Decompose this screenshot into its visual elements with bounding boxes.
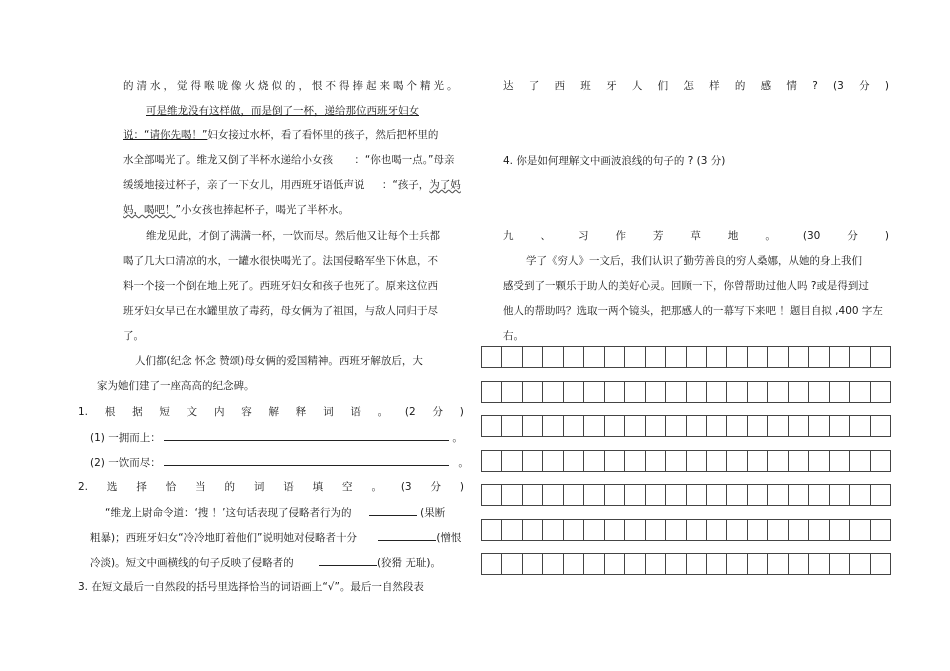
grid-cell[interactable] — [583, 553, 603, 575]
q-char: ) — [459, 481, 464, 493]
question-2-heading — [78, 480, 464, 494]
q-char: 空 — [342, 481, 353, 493]
grid-cell[interactable] — [788, 519, 808, 541]
passage-line-13: 家为她们建了一座高高的纪念碑。 — [97, 380, 255, 392]
composition-prompt-line-3: 他人的帮助吗？选取一两个镜头，把那感人的一幕写下来吧 ！题目自拟 ,400 字左 — [503, 305, 883, 317]
answer-blank-2-2[interactable] — [378, 530, 436, 541]
grid-cell[interactable] — [522, 415, 542, 437]
grid-cell[interactable] — [849, 346, 869, 368]
grid-cell[interactable] — [481, 484, 501, 506]
grid-cell[interactable] — [542, 553, 562, 575]
grid-cell[interactable] — [829, 346, 849, 368]
grid-cell[interactable] — [808, 346, 828, 368]
passage-line-5 — [123, 178, 461, 192]
grid-cell[interactable] — [849, 553, 869, 575]
question-1-item-1 — [90, 430, 463, 445]
grid-cell[interactable] — [686, 484, 706, 506]
grid-cell[interactable] — [583, 346, 603, 368]
q-char: 、 — [540, 230, 551, 242]
grid-cell[interactable] — [645, 484, 665, 506]
grid-cell[interactable] — [645, 519, 665, 541]
q-char: 样 — [709, 80, 720, 92]
grid-cell[interactable] — [706, 381, 726, 403]
grid-cell[interactable] — [706, 553, 726, 575]
q-char: ) — [459, 406, 464, 418]
passage-line-7: 维龙见此，才倒了满满一杯，一饮而尽。然后他又让每个士兵都 — [146, 230, 440, 242]
q-char: 的 — [224, 481, 235, 493]
grid-cell[interactable] — [624, 519, 644, 541]
q-char: 怎 — [683, 80, 694, 92]
grid-cell[interactable] — [808, 381, 828, 403]
grid-cell[interactable] — [645, 381, 665, 403]
q-char: 恰 — [165, 481, 177, 493]
grid-cell[interactable] — [726, 346, 746, 368]
grid-cell[interactable] — [747, 519, 767, 541]
passage-line-3 — [123, 128, 438, 142]
grid-cell[interactable] — [481, 346, 501, 368]
grid-cell[interactable] — [767, 553, 787, 575]
grid-cell[interactable] — [501, 553, 521, 575]
grid-cell[interactable] — [788, 346, 808, 368]
grid-cell[interactable] — [604, 346, 624, 368]
question-2-line-3 — [90, 555, 441, 570]
choice-text: (狡猾 无耻)。 — [376, 557, 441, 569]
grid-cell[interactable] — [501, 450, 521, 472]
composition-prompt-line-4: 右。 — [503, 330, 524, 342]
grid-cell[interactable] — [829, 450, 849, 472]
q-char: (3 — [400, 481, 412, 493]
grid-cell[interactable] — [665, 346, 685, 368]
passage-text: ：“你也喝一点。”母亲 — [354, 154, 455, 166]
grid-cell[interactable] — [808, 415, 828, 437]
q-char: 达 — [503, 80, 514, 92]
grid-cell[interactable] — [583, 381, 603, 403]
grid-cell[interactable] — [686, 415, 706, 437]
grid-row[interactable] — [481, 484, 891, 506]
q-char: (30 — [802, 230, 821, 242]
q-char: 容 — [241, 406, 252, 418]
grid-cell[interactable] — [522, 381, 542, 403]
grid-cell[interactable] — [542, 450, 562, 472]
grid-cell[interactable] — [604, 519, 624, 541]
grid-cell[interactable] — [726, 553, 746, 575]
grid-cell[interactable] — [808, 519, 828, 541]
passage-line-12: 人们都(纪念 怀念 赞颂)母女俩的爱国精神。西班牙解放后，大 — [135, 355, 423, 367]
q-char: 选 — [106, 481, 118, 493]
q-char: ) — [884, 230, 889, 242]
grid-cell[interactable] — [604, 484, 624, 506]
grid-cell[interactable] — [788, 450, 808, 472]
passage-line-10: 班牙妇女早已在水罐里放了毒药，母女俩为了祖国，与敌人同归于尽 — [123, 305, 438, 317]
grid-cell[interactable] — [849, 450, 869, 472]
grid-cell[interactable] — [563, 484, 583, 506]
q-char: 作 — [615, 230, 626, 242]
composition-writing-grid[interactable] — [481, 346, 891, 586]
q-char: 短 — [159, 406, 170, 418]
q-char: 根 — [104, 406, 116, 418]
passage-line-11: 了。 — [123, 330, 144, 342]
grid-cell[interactable] — [870, 553, 891, 575]
q-char: 西 — [554, 80, 566, 92]
q-char: 了 — [528, 80, 540, 92]
grid-cell[interactable] — [522, 450, 542, 472]
wavy-underlined-sentence: 为了妈 — [429, 179, 461, 191]
q-char: 人 — [631, 80, 643, 92]
q-char: 1. — [78, 406, 89, 418]
grid-cell[interactable] — [726, 381, 746, 403]
grid-cell[interactable] — [788, 415, 808, 437]
q-char: (2 — [404, 406, 416, 418]
grid-cell[interactable] — [767, 415, 787, 437]
underlined-sentence-end: 说：“请你先喝！” — [123, 129, 208, 141]
q-char: 2. — [78, 481, 89, 493]
q-char: ) — [884, 80, 889, 92]
grid-cell[interactable] — [747, 553, 767, 575]
grid-cell[interactable] — [686, 381, 706, 403]
grid-cell[interactable] — [726, 450, 746, 472]
grid-cell[interactable] — [767, 381, 787, 403]
q-char: 词 — [253, 481, 265, 493]
q-char: 内 — [213, 406, 225, 418]
grid-cell[interactable] — [604, 450, 624, 472]
item-end: 。 — [458, 457, 469, 469]
grid-cell[interactable] — [501, 519, 521, 541]
passage-text: ：“孩子， — [381, 179, 430, 191]
q-char: 班 — [580, 80, 591, 92]
grid-cell[interactable] — [808, 450, 828, 472]
passage-text: 妇女接过水杯，看了看怀里的孩子，然后把杯里的 — [207, 129, 439, 141]
q-char: 分 — [859, 80, 870, 92]
grid-cell[interactable] — [665, 553, 685, 575]
grid-cell[interactable] — [624, 553, 644, 575]
grid-cell[interactable] — [829, 553, 849, 575]
grid-cell[interactable] — [686, 553, 706, 575]
q-char: 语 — [350, 406, 361, 418]
question-2-line-2 — [90, 530, 461, 545]
grid-cell[interactable] — [501, 381, 521, 403]
grid-cell[interactable] — [522, 553, 542, 575]
passage-line-1: 的清水，觉得喉咙像火烧似的，恨不得捧起来喝个精光。 — [123, 80, 461, 92]
grid-cell[interactable] — [542, 415, 562, 437]
grid-cell[interactable] — [624, 415, 644, 437]
answer-blank-1-1[interactable] — [164, 430, 449, 441]
q-char: 的 — [734, 80, 746, 92]
grid-cell[interactable] — [665, 519, 685, 541]
grid-cell[interactable] — [665, 450, 685, 472]
grid-cell[interactable] — [481, 381, 501, 403]
answer-blank-1-2[interactable] — [164, 455, 449, 466]
q-char: 填 — [312, 481, 324, 493]
grid-cell[interactable] — [542, 346, 562, 368]
grid-cell[interactable] — [747, 346, 767, 368]
q-char: 。 — [765, 230, 776, 242]
grid-cell[interactable] — [808, 484, 828, 506]
grid-cell[interactable] — [788, 484, 808, 506]
grid-cell[interactable] — [870, 484, 891, 506]
question-text: 粗暴)；西班牙妇女“冷冷地盯着他们”说明她对侵略者十分 — [90, 532, 357, 544]
grid-row[interactable] — [481, 519, 891, 541]
passage-line-6 — [123, 203, 349, 217]
grid-cell[interactable] — [583, 450, 603, 472]
grid-cell[interactable] — [726, 519, 746, 541]
grid-cell[interactable] — [829, 484, 849, 506]
question-1-heading — [78, 405, 464, 419]
passage-text: 水全部喝光了。维龙又倒了半杯水递给小女孩 — [123, 154, 333, 166]
grid-row[interactable] — [481, 346, 891, 368]
q-char: 地 — [727, 230, 739, 242]
grid-cell[interactable] — [665, 415, 685, 437]
item-label: (2) 一饮而尽： — [90, 457, 161, 469]
q-char: 分 — [847, 230, 858, 242]
question-4: 4. 你是如何理解文中画波浪线的句子的 ? (3 分) — [503, 155, 726, 167]
grid-cell[interactable] — [522, 484, 542, 506]
q-char: 。 — [371, 481, 382, 493]
grid-cell[interactable] — [481, 415, 501, 437]
choice-text: (憎恨 — [436, 532, 462, 544]
grid-cell[interactable] — [829, 415, 849, 437]
q-char: 们 — [657, 80, 669, 92]
grid-cell[interactable] — [829, 519, 849, 541]
grid-cell[interactable] — [624, 484, 644, 506]
grid-cell[interactable] — [522, 346, 542, 368]
section-nine-heading — [503, 229, 889, 243]
item-end: 。 — [452, 432, 463, 444]
grid-cell[interactable] — [604, 381, 624, 403]
passage-text: ”小女孩也捧起杯子，喝光了半杯水。 — [175, 204, 349, 216]
grid-cell[interactable] — [563, 519, 583, 541]
grid-cell[interactable] — [788, 553, 808, 575]
grid-cell[interactable] — [849, 484, 869, 506]
grid-row[interactable] — [481, 381, 891, 403]
grid-cell[interactable] — [481, 519, 501, 541]
grid-cell[interactable] — [645, 346, 665, 368]
composition-prompt-line-1: 学了《穷人》一文后，我们认识了勤劳善良的穷人桑娜，从她的身上我们 — [526, 255, 862, 267]
grid-cell[interactable] — [481, 553, 501, 575]
q-char: 择 — [136, 481, 147, 493]
passage-underlined-sentence-1 — [146, 104, 419, 118]
q-char: 分 — [430, 481, 441, 493]
grid-cell[interactable] — [849, 519, 869, 541]
grid-cell[interactable] — [563, 346, 583, 368]
grid-cell[interactable] — [624, 381, 644, 403]
grid-cell[interactable] — [542, 484, 562, 506]
q-char: 习 — [577, 230, 589, 242]
grid-cell[interactable] — [767, 346, 787, 368]
q-char: 牙 — [606, 80, 617, 92]
grid-cell[interactable] — [747, 415, 767, 437]
q-char: 释 — [295, 406, 307, 418]
q-char: 解 — [268, 406, 279, 418]
grid-cell[interactable] — [767, 484, 787, 506]
passage-line-8: 喝了几大口清凉的水，一罐水很快喝光了。法国侵略军坐下休息，不 — [123, 255, 438, 267]
grid-cell[interactable] — [726, 484, 746, 506]
grid-cell[interactable] — [767, 519, 787, 541]
composition-prompt-line-2: 感受到了一颗乐于助人的美好心灵。回顾一下，你曾帮助过他人吗 ?或是得到过 — [503, 280, 869, 292]
grid-cell[interactable] — [563, 415, 583, 437]
passage-line-9: 料一个接一个倒在地上死了。西班牙妇女和孩子也死了。原来这位西 — [123, 280, 438, 292]
q-char: 当 — [195, 481, 206, 493]
grid-cell[interactable] — [747, 381, 767, 403]
q-char: 分 — [432, 406, 443, 418]
grid-cell[interactable] — [563, 381, 583, 403]
item-label: (1) 一拥而上： — [90, 432, 161, 444]
grid-cell[interactable] — [604, 415, 624, 437]
grid-cell[interactable] — [604, 553, 624, 575]
grid-cell[interactable] — [808, 553, 828, 575]
question-3-continuation — [503, 79, 889, 93]
grid-cell[interactable] — [501, 346, 521, 368]
grid-cell[interactable] — [767, 450, 787, 472]
grid-cell[interactable] — [849, 415, 869, 437]
grid-cell[interactable] — [542, 519, 562, 541]
grid-cell[interactable] — [706, 519, 726, 541]
grid-cell[interactable] — [706, 346, 726, 368]
grid-cell[interactable] — [481, 450, 501, 472]
q-char: 情 — [786, 80, 797, 92]
grid-cell[interactable] — [522, 519, 542, 541]
grid-cell[interactable] — [665, 484, 685, 506]
grid-cell[interactable] — [747, 450, 767, 472]
grid-cell[interactable] — [870, 519, 891, 541]
question-2-line-1 — [105, 505, 445, 520]
q-char: 文 — [186, 406, 198, 418]
answer-blank-2-1[interactable] — [369, 505, 417, 516]
grid-cell[interactable] — [665, 381, 685, 403]
q-char: 语 — [283, 481, 294, 493]
q-char: 。 — [377, 406, 389, 418]
grid-row[interactable] — [481, 415, 891, 437]
grid-cell[interactable] — [542, 381, 562, 403]
grid-row[interactable] — [481, 553, 891, 575]
q-char: 草 — [690, 230, 701, 242]
grid-row[interactable] — [481, 450, 891, 472]
grid-cell[interactable] — [726, 415, 746, 437]
grid-cell[interactable] — [645, 553, 665, 575]
grid-cell[interactable] — [706, 484, 726, 506]
question-1-item-2 — [90, 455, 469, 470]
grid-cell[interactable] — [624, 346, 644, 368]
grid-cell[interactable] — [849, 381, 869, 403]
q-char: 感 — [760, 80, 772, 92]
q-char: 九 — [503, 230, 514, 242]
grid-cell[interactable] — [870, 450, 891, 472]
grid-cell[interactable] — [645, 450, 665, 472]
grid-cell[interactable] — [583, 519, 603, 541]
grid-cell[interactable] — [829, 381, 849, 403]
grid-cell[interactable] — [563, 553, 583, 575]
grid-cell[interactable] — [788, 381, 808, 403]
grid-cell[interactable] — [870, 346, 891, 368]
grid-cell[interactable] — [583, 484, 603, 506]
wavy-underlined-sentence-end: 妈，喝吧！ — [123, 204, 176, 216]
q-char: 据 — [132, 406, 143, 418]
grid-cell[interactable] — [501, 484, 521, 506]
question-3-line-1: 3. 在短文最后一自然段的括号里选择恰当的词语画上“√”。最后一自然段表 — [78, 581, 424, 593]
answer-blank-2-3[interactable] — [319, 555, 377, 566]
grid-cell[interactable] — [645, 415, 665, 437]
grid-cell[interactable] — [501, 415, 521, 437]
grid-cell[interactable] — [686, 450, 706, 472]
grid-cell[interactable] — [870, 381, 891, 403]
grid-cell[interactable] — [624, 450, 644, 472]
q-char: 芳 — [652, 230, 664, 242]
q-char: 词 — [323, 406, 334, 418]
question-text: “维龙上尉命令道：‘搜 ！’这句话表现了侵略者行为的 — [105, 507, 352, 519]
grid-cell[interactable] — [747, 484, 767, 506]
question-text: 冷淡)。短文中画横线的句子反映了侵略者的 — [90, 557, 294, 569]
grid-cell[interactable] — [686, 519, 706, 541]
grid-cell[interactable] — [706, 450, 726, 472]
grid-cell[interactable] — [686, 346, 706, 368]
passage-text: 缓缓地接过杯子，亲了一下女儿，用西班牙语低声说 — [123, 179, 365, 191]
grid-cell[interactable] — [870, 415, 891, 437]
grid-cell[interactable] — [583, 415, 603, 437]
grid-cell[interactable] — [563, 450, 583, 472]
choice-text: (果断 — [420, 507, 446, 519]
q-char: ? — [812, 80, 818, 92]
underlined-sentence: 可是维龙没有这样做，而是倒了一杯，递给那位西班牙妇女 — [146, 105, 419, 117]
passage-line-4 — [123, 153, 454, 167]
q-char: (3 — [833, 80, 844, 92]
grid-cell[interactable] — [706, 415, 726, 437]
